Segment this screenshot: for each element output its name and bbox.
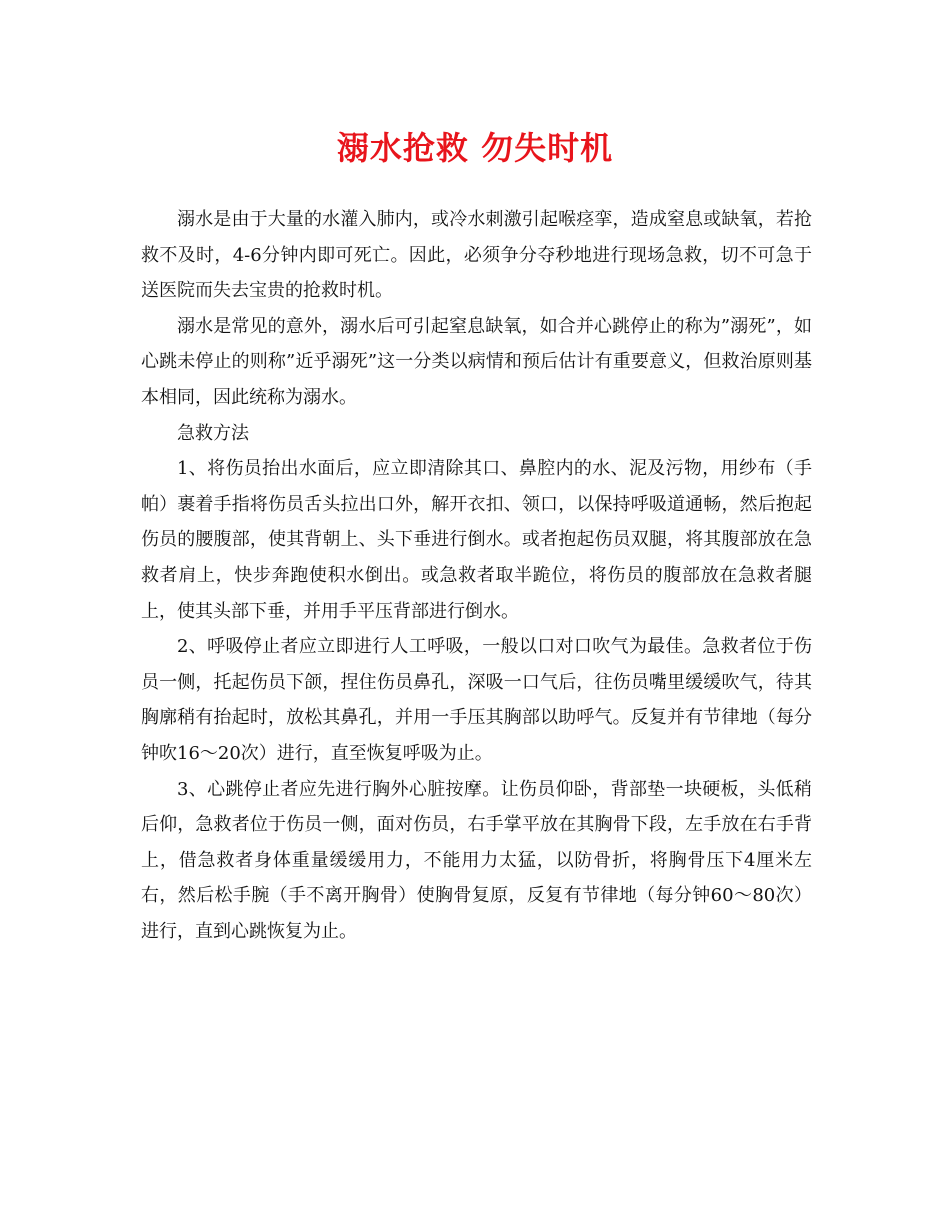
- section-heading-first-aid: 急救方法: [177, 422, 249, 444]
- paragraph-step-1: 1、将伤员抬出水面后，应立即清除其口、鼻腔内的水、泥及污物，用纱布（手帕）裹着手指将伤员舌头拉出口外，解开衣扣、领口，以保持呼吸道通畅，然后抱起伤员的腰腹部，使其背朝上、头下垂进行倒水。或者抱起伤员双腿，将其腹部放在急救者肩上，快步奔跑使积水倒出。或急救者取半跪位，将伤员的腹部放在急救者腿上，使其头部下垂，并用手平压背部进行倒水。: [141, 458, 812, 622]
- paragraph-intro: 溺水是由于大量的水灌入肺内，或冷水刺激引起喉痉挛，造成窒息或缺氧，若抢救不及时，4-6分钟内即可死亡。因此，必须争分夺秒地进行现场急救，切不可急于送医院而失去宝贵的抢救时机。: [141, 209, 812, 302]
- paragraph-step-3: 3、心跳停止者应先进行胸外心脏按摩。让伤员仰卧，背部垫一块硬板，头低稍后仰，急救者位于伤员一侧，面对伤员，右手掌平放在其胸骨下段，左手放在右手背上，借急救者身体重量缓缓用力，不能用力太猛，以防骨折，将胸骨压下4厘米左右，然后松手腕（手不离开胸骨）使胸骨复原，反复有节律地（每分钟60～80次）进行，直到心跳恢复为止。: [141, 778, 812, 942]
- document-title: 溺水抢救 勿失时机: [336, 129, 614, 167]
- document-body: [141, 202, 812, 949]
- paragraph-definition: 溺水是常见的意外，溺水后可引起窒息缺氧，如合并心跳停止的称为”溺死”，如心跳未停止的则称”近乎溺死”这一分类以病情和预后估计有重要意义，但救治原则基本相同，因此统称为溺水。: [141, 315, 812, 408]
- paragraph-step-2: 2、呼吸停止者应立即进行人工呼吸，一般以口对口吹气为最佳。急救者位于伤员一侧，托起伤员下颌，捏住伤员鼻孔，深吸一口气后，往伤员嘴里缓缓吹气，待其胸廓稍有抬起时，放松其鼻孔，并用一手压其胸部以助呼气。反复并有节律地（每分钟吹16～20次）进行，直至恢复呼吸为止。: [141, 636, 812, 764]
